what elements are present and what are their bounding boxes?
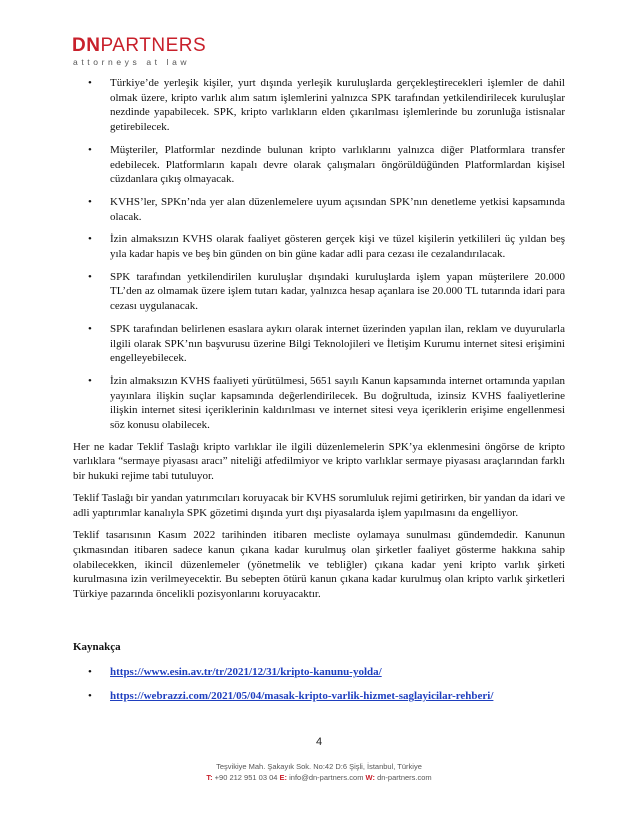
bullet-icon: • bbox=[88, 374, 92, 387]
list-item bbox=[83, 195, 565, 224]
bullet-icon: • bbox=[88, 195, 92, 208]
references-list bbox=[73, 665, 555, 704]
logo-wordmark bbox=[72, 36, 206, 56]
footer-phone: +90 212 951 03 04 bbox=[214, 773, 278, 782]
footer-contact bbox=[0, 772, 638, 783]
reference-link[interactable]: https://webrazzi.com/2021/05/04/masak-kripto-varlik-hizmet-saglayicilar-rehberi/ bbox=[110, 690, 494, 703]
list-item bbox=[83, 143, 565, 187]
phone-label: T: bbox=[206, 773, 213, 782]
bullet-icon: • bbox=[88, 233, 92, 246]
bullet-icon: • bbox=[88, 77, 92, 89]
list-item bbox=[73, 689, 555, 704]
list-item-text: İzin almaksızın KVHS faaliyeti yürütülmesi, 5651 sayılı Kanun kapsamında internet ortamında yapılan yayınlara ilişkin suçlar kapsamında değerlendirilecek. Bu doğrultuda, izinsiz KVHS faaliyetlerine ilişkin internet sitesi içeriklerinin kaldırılması ve internet sitesi veya içeriklerin erişime engellenmesi söz konusu olabilecek. bbox=[110, 374, 565, 432]
paragraph: Teklif tasarısının Kasım 2022 tarihinden itibaren mecliste oylamaya sunulması gündemdedir. Kanunun çıkmasından itibaren sadece kanun çıkana kadar kurulmuş olan şirketler faaliyet gösterme hakkına sahip olabilecekken, ikincil düzenlemeler (yönetmelik ve tebliğler) çıkana kadar yeni kripto varlık şirketi kurulmasına izin verilmeyecektir. Bu sebepten ötürü kanun çıkana kadar kurulmuş olan kripto varlık şirketleri Türkiye pazarında öncelikli pozisyonlarını koruyacaktır. bbox=[73, 529, 565, 601]
web-label: W: bbox=[365, 773, 375, 782]
list-item-text: KVHS’ler, SPKn’nda yer alan düzenlemelere uyum açısından SPK’nın denetleme yetkisi kapsamında olacak. bbox=[110, 195, 565, 223]
bullet-icon: • bbox=[88, 690, 92, 703]
email-label: E: bbox=[279, 773, 288, 782]
footer-address: Teşvikiye Mah. Şakayık Sok. No:42 D:6 Şişli, İstanbul, Türkiye bbox=[216, 762, 422, 771]
bullet-icon: • bbox=[88, 270, 92, 283]
list-item-text: Türkiye’de yerleşik kişiler, yurt dışında yerleşik kuruluşlarda gerçekleştirecekleri işlemler de dahil olmak üzere, kripto varlık alım satım işlemlerini yalnızca SPK tarafından yetkilendirilecek kuruluşlar nezdinde yapabilecek. SPK, kripto varlıkların elden çıkarılması işlemlerinde bu zorunluğa istisnalar getirebilecek. bbox=[110, 77, 565, 134]
list-item-text: İzin almaksızın KVHS olarak faaliyet gösteren gerçek kişi ve tüzel kişilerin yetkilileri üç yıldan beş yıla kadar hapis ve beş bin günden on bin güne kadar adli para cezası ile cezalandırılacak. bbox=[110, 233, 565, 261]
logo-partners: PARTNERS bbox=[100, 35, 207, 56]
bullet-list bbox=[83, 76, 565, 433]
references-section bbox=[73, 640, 555, 714]
page-footer bbox=[0, 761, 638, 783]
footer-email[interactable]: info@dn-partners.com bbox=[289, 773, 364, 782]
paragraph: Her ne kadar Teklif Taslağı kripto varlıklar ile ilgili düzenlemelerin SPK’ya eklenmesini öngörse de kripto varlıklara “sermaye piyasası aracı” niteliği atfedilmiyor ve kripto varlıklar sermaye piyasası araçlarından farklı bir hukuki rejime tabi tutuluyor. bbox=[73, 440, 565, 483]
bullet-icon: • bbox=[88, 665, 92, 678]
page-number: 4 bbox=[315, 736, 323, 748]
references-heading: Kaynakça bbox=[73, 641, 121, 653]
list-item-text: Müşteriler, Platformlar nezdinde bulunan kripto varlıklarını yalnızca diğer Platformlara transfer edebilecek. Platformların kapalı devre olarak çalışmaları öngörüldüğünden Platformlardan kişisel cüzdanlara çıkış olmayacak. bbox=[110, 143, 565, 186]
list-item bbox=[83, 322, 565, 366]
list-item bbox=[83, 270, 565, 314]
footer-web[interactable]: dn-partners.com bbox=[377, 773, 432, 782]
paragraph: Teklif Taslağı bir yandan yatırımcıları koruyacak bir KVHS sorumluluk rejimi getirirken, bir yandan da idari ve adli yaptırımlar kanalıyla SPK gözetimi dışında yurt dışı piyasalarda işlem yapılmasını da engelliyor. bbox=[73, 492, 565, 520]
list-item bbox=[83, 232, 565, 261]
list-item-text: SPK tarafından belirlenen esaslara aykırı olarak internet üzerinden yapılan ilan, reklam ve duyurularla ilgili olarak SPK’nın başvurusu üzerine Bilgi Teknolojileri ve İletişim Kurumu internet sitesi erişimini engelleyebilecek. bbox=[110, 322, 565, 365]
list-item-text: SPK tarafından yetkilendirilen kuruluşlar dışındaki kuruluşlarda işlem yapan müşterilere 20.000 TL’den az olmamak üzere işlem tutarı kadar, yalnızca hesap açanlara ise 20.000 TL tutarında idari para cezası uygulanacak. bbox=[110, 270, 565, 313]
reference-link[interactable]: https://www.esin.av.tr/tr/2021/12/31/kripto-kanunu-yolda/ bbox=[110, 665, 382, 678]
logo-dn: DN bbox=[72, 35, 101, 56]
bullet-icon: • bbox=[88, 322, 92, 335]
list-item bbox=[83, 76, 565, 135]
document-body bbox=[73, 76, 565, 609]
bullet-icon: • bbox=[88, 143, 92, 156]
company-logo bbox=[72, 36, 206, 67]
list-item bbox=[73, 665, 555, 680]
list-item bbox=[83, 374, 565, 433]
logo-tagline: attorneys at law bbox=[73, 57, 191, 67]
